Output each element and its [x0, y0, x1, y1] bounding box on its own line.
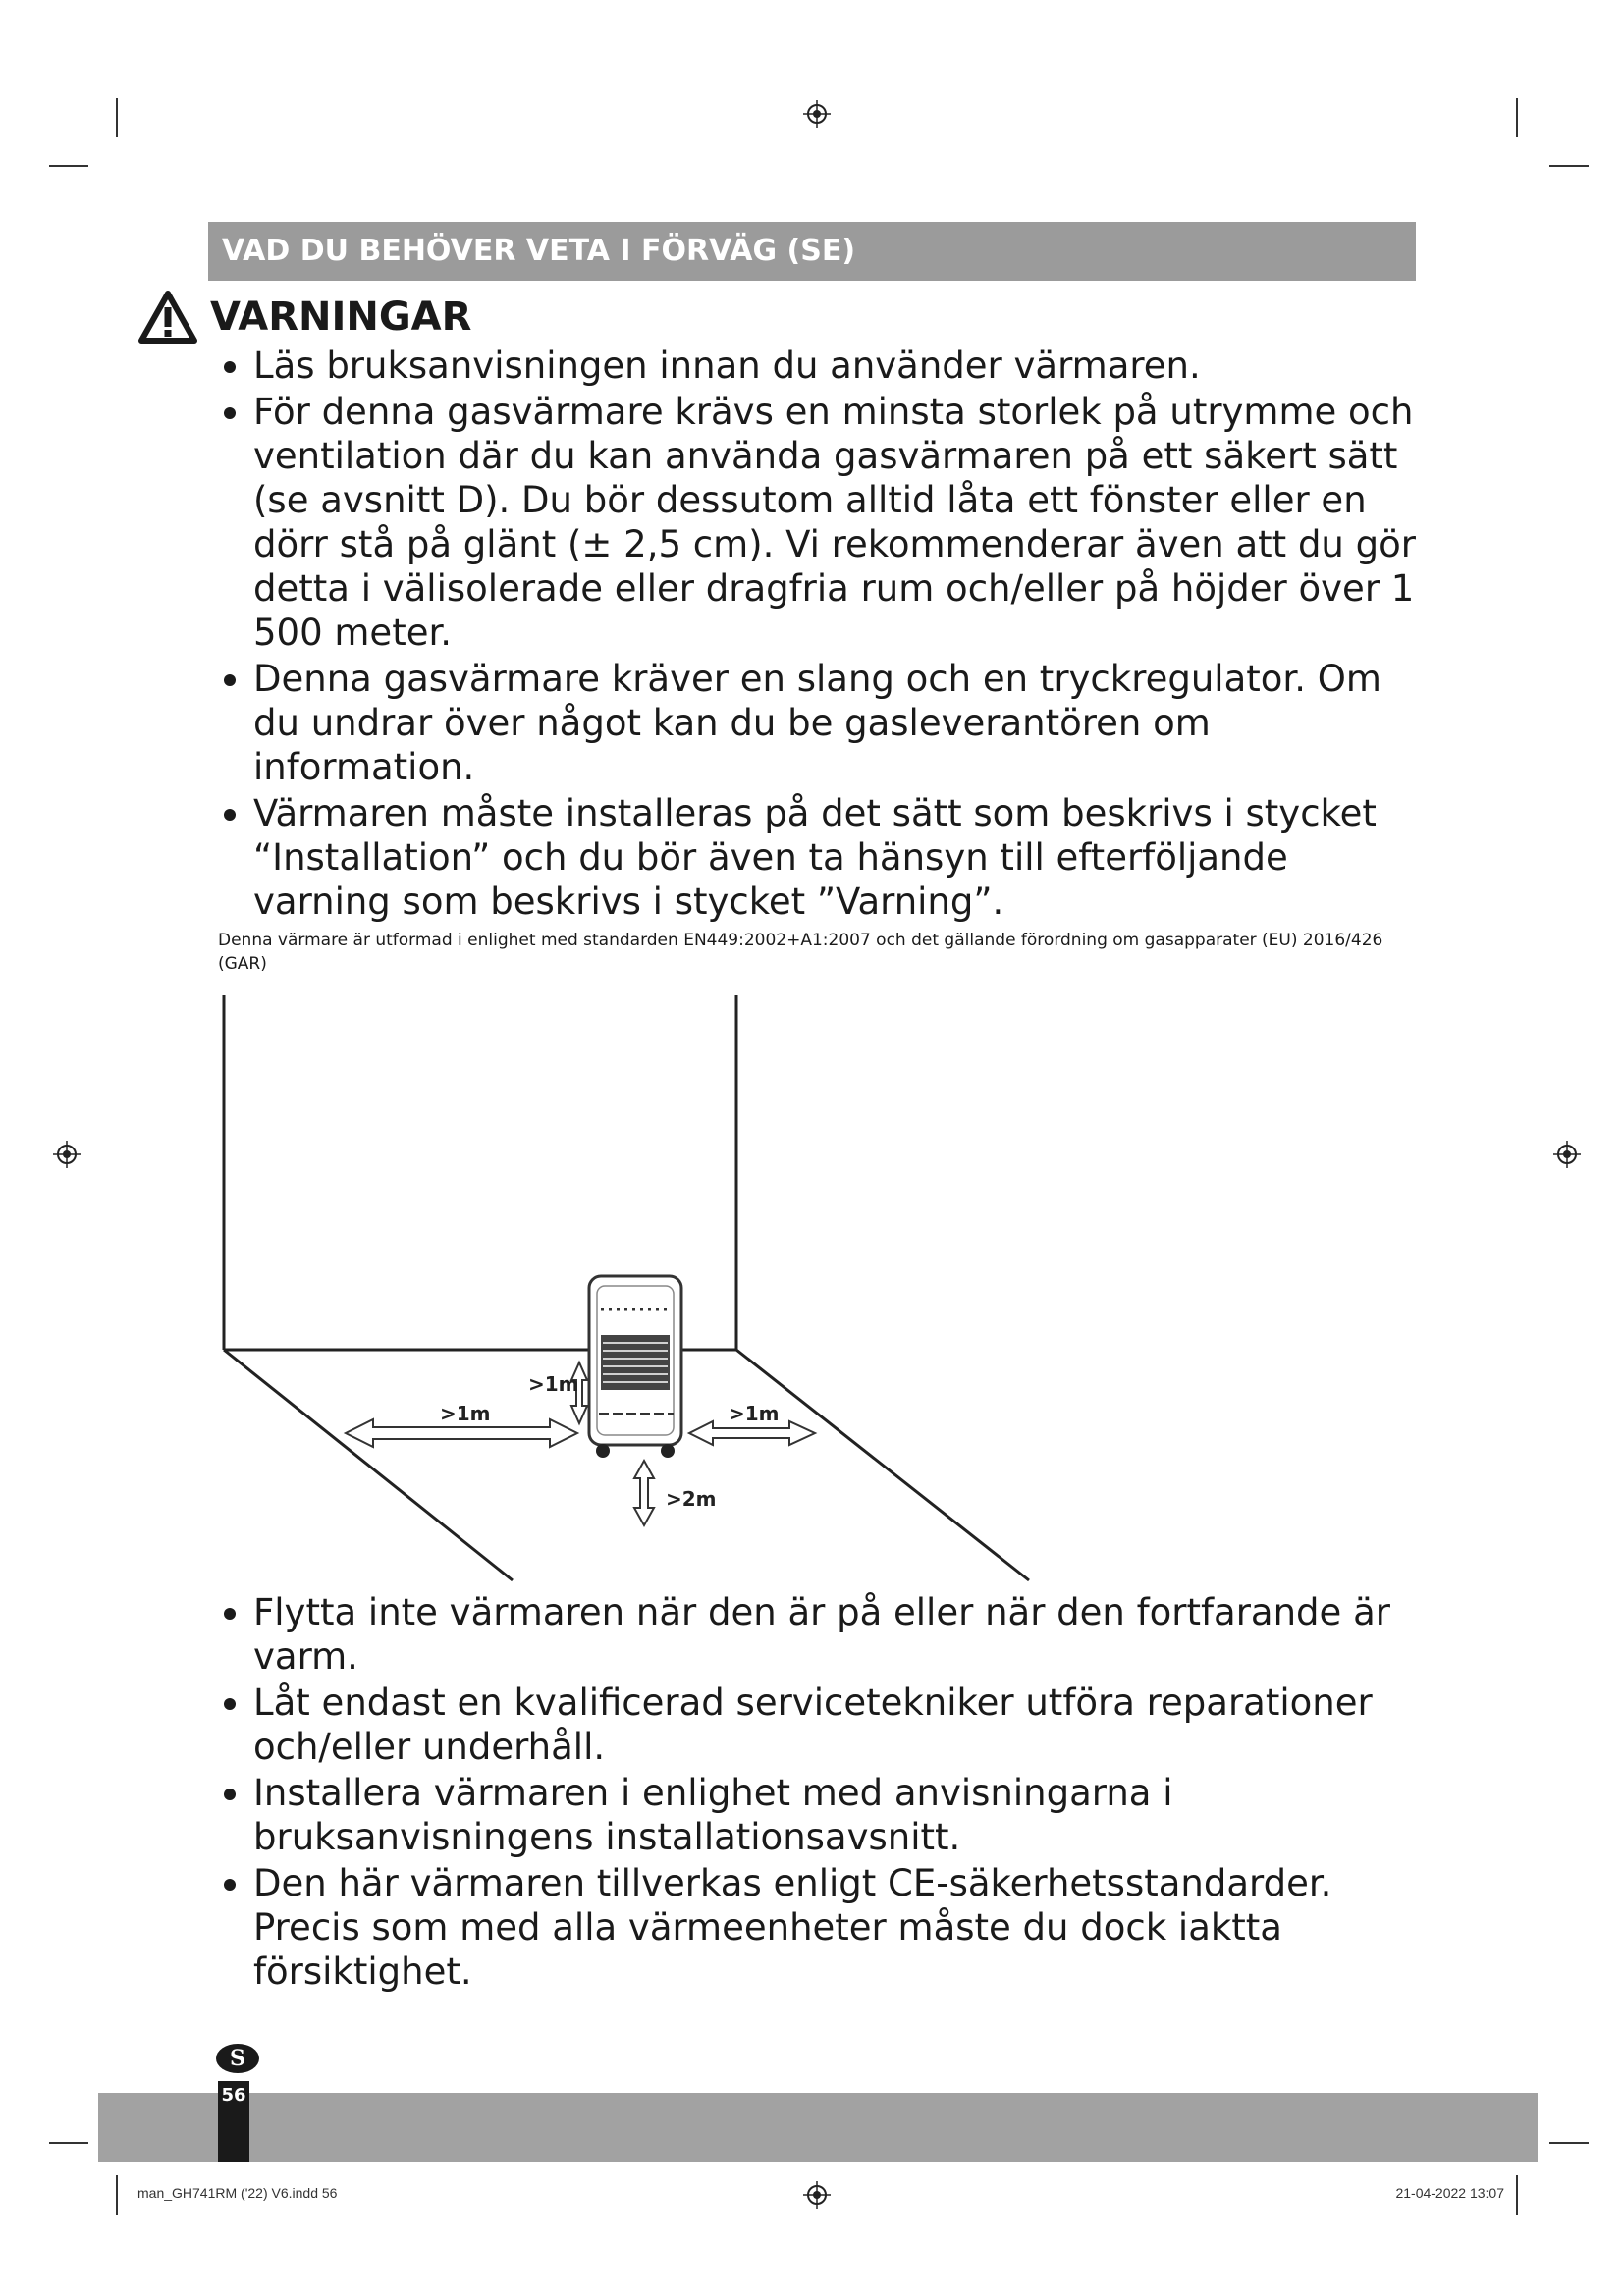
list-item: Denna gasvärmare kräver en slang och en tryckregulator. Om du undrar över något kan du be gasleverantören om information. [216, 657, 1434, 789]
list-item: Den här värmaren tillverkas enligt CE-säkerhetsstandarder. Precis som med alla värmeenheter måste du dock iaktta försiktighet. [216, 1861, 1434, 1994]
list-item: Låt endast en kvalificerad servicetekniker utföra reparationer och/eller underhåll. [216, 1681, 1434, 1769]
language-badge: S [216, 2044, 259, 2073]
floor-left [224, 1350, 513, 1580]
front-clearance-label: >2m [666, 1487, 717, 1511]
list-item: Installera värmaren i enlighet med anvisningarna i bruksanvisningens installationsavsnitt. [216, 1771, 1434, 1859]
warnings-list-top [216, 344, 1434, 926]
list-item: Flytta inte värmaren när den är på eller när den fortfarande är varm. [216, 1590, 1434, 1679]
registration-mark-icon [803, 2181, 831, 2209]
floor-right [736, 1350, 1029, 1580]
top-clearance-label: >1m [528, 1372, 579, 1396]
right-clearance-label: >1m [729, 1402, 780, 1425]
warning-triangle-icon [137, 290, 198, 345]
crop-mark [49, 2142, 88, 2144]
crop-mark [1549, 165, 1589, 167]
registration-mark-icon [53, 1141, 81, 1168]
list-item: För denna gasvärmare krävs en minsta storlek på utrymme och ventilation där du kan använda gasvärmaren på ett säkert sätt (se avsnitt D). Du bör dessutom alltid låta ett fönster eller en dörr stå på glänt (± 2,5 cm). Vi rekommenderar även att du gör detta i välisolerade eller dragfria rum och/eller på höjder över 1 500 meter. [216, 390, 1434, 655]
crop-mark [1516, 2175, 1518, 2215]
list-item: Läs bruksanvisningen innan du använder värmaren. [216, 344, 1434, 388]
crop-mark [49, 165, 88, 167]
registration-mark-icon [803, 100, 831, 128]
warnings-list-bottom [216, 1590, 1434, 1996]
date-time: 21-04-2022 13:07 [1395, 2185, 1504, 2201]
clearance-diagram [206, 991, 1051, 1590]
file-name: man_GH741RM ('22) V6.indd 56 [137, 2185, 338, 2201]
warnings-heading [137, 283, 471, 351]
footer-bar [98, 2093, 1538, 2162]
front-clearance-arrow [634, 1461, 654, 1525]
warnings-title: VARNINGAR [210, 294, 472, 340]
standard-note: Denna värmare är utformad i enlighet med standarden EN449:2002+A1:2007 och det gällande förordning om gasapparater (EU) 2016/426 (GAR) [218, 931, 1383, 974]
left-clearance-label: >1m [440, 1402, 491, 1425]
crop-mark [1549, 2142, 1589, 2144]
list-item: Värmaren måste installeras på det sätt som beskrivs i stycket “Installation” och du bör även ta hänsyn till efterföljande varning som beskrivs i stycket ”Varning”. [216, 791, 1434, 924]
page-number: 56 [218, 2081, 249, 2162]
crop-mark [116, 98, 118, 137]
section-title: VAD DU BEHÖVER VETA I FÖRVÄG (SE) [208, 222, 1416, 281]
crop-mark [1516, 98, 1518, 137]
crop-mark [116, 2175, 118, 2215]
heater-icon [589, 1276, 681, 1458]
registration-mark-icon [1553, 1141, 1581, 1168]
